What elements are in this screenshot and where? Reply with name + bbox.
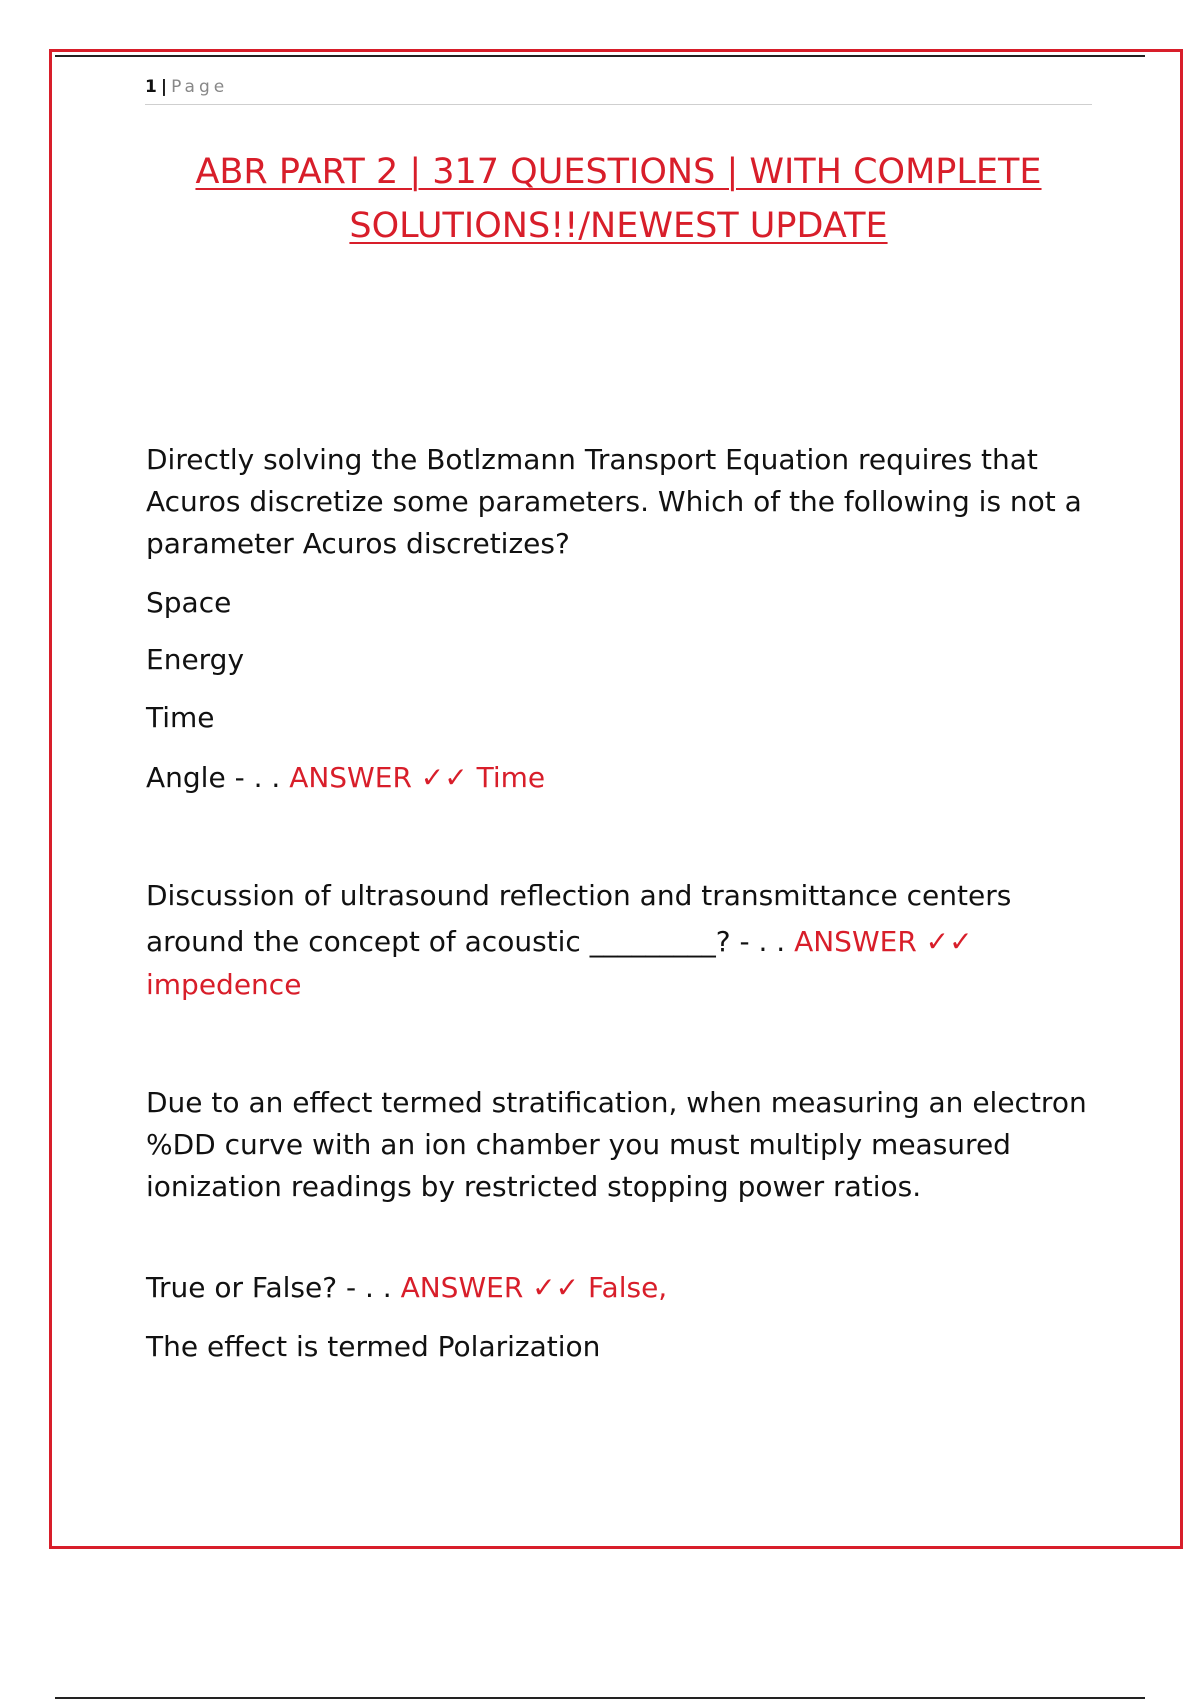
question-3-answer: ANSWER ✓✓ False, xyxy=(400,1271,668,1304)
question-1-answer: ANSWER ✓✓ Time xyxy=(289,761,546,794)
question-2-answer: impedence xyxy=(146,968,302,1001)
question-2-answer-label: ANSWER ✓✓ xyxy=(794,925,973,958)
question-3-answer-line xyxy=(146,1268,667,1308)
question-1-option-angle: Angle - . . xyxy=(146,761,290,794)
page-label: Page xyxy=(171,77,229,97)
question-1-option-energy: Energy xyxy=(146,643,245,676)
page-number: 1 xyxy=(145,77,157,97)
question-2-prompt: around the concept of acoustic _________? - . . xyxy=(146,925,795,958)
question-2-line-2 xyxy=(146,922,973,962)
page-header xyxy=(145,74,1092,105)
question-1-text: Directly solving the Botlzmann Transport Equation requires that Acuros discretize some parameters. Which of the following is not a parameter Acuros discretizes? xyxy=(146,443,1082,560)
question-1-option-time: Time xyxy=(146,701,215,734)
question-3-prompt: True or False? - . . xyxy=(146,1271,401,1304)
header-separator: | xyxy=(160,77,168,97)
question-3-text: Due to an effect termed stratification, when measuring an electron %DD curve with an ion chamber you must multiply measured ionization readings by restricted stopping power ratios. xyxy=(146,1086,1087,1203)
bottom-rule xyxy=(55,1697,1145,1699)
title-line-1: ABR PART 2 | 317 QUESTIONS | WITH COMPLETE xyxy=(195,152,1042,192)
question-3-explanation: The effect is termed Polarization xyxy=(146,1330,601,1363)
document-title xyxy=(145,145,1092,253)
question-1-last-line xyxy=(146,758,545,798)
top-rule xyxy=(55,55,1145,57)
title-line-2: SOLUTIONS!!/NEWEST UPDATE xyxy=(349,206,888,246)
question-2-line-1: Discussion of ultrasound reflection and transmittance centers xyxy=(146,879,1012,912)
page-border xyxy=(49,49,1183,1549)
question-1-option-space: Space xyxy=(146,586,232,619)
